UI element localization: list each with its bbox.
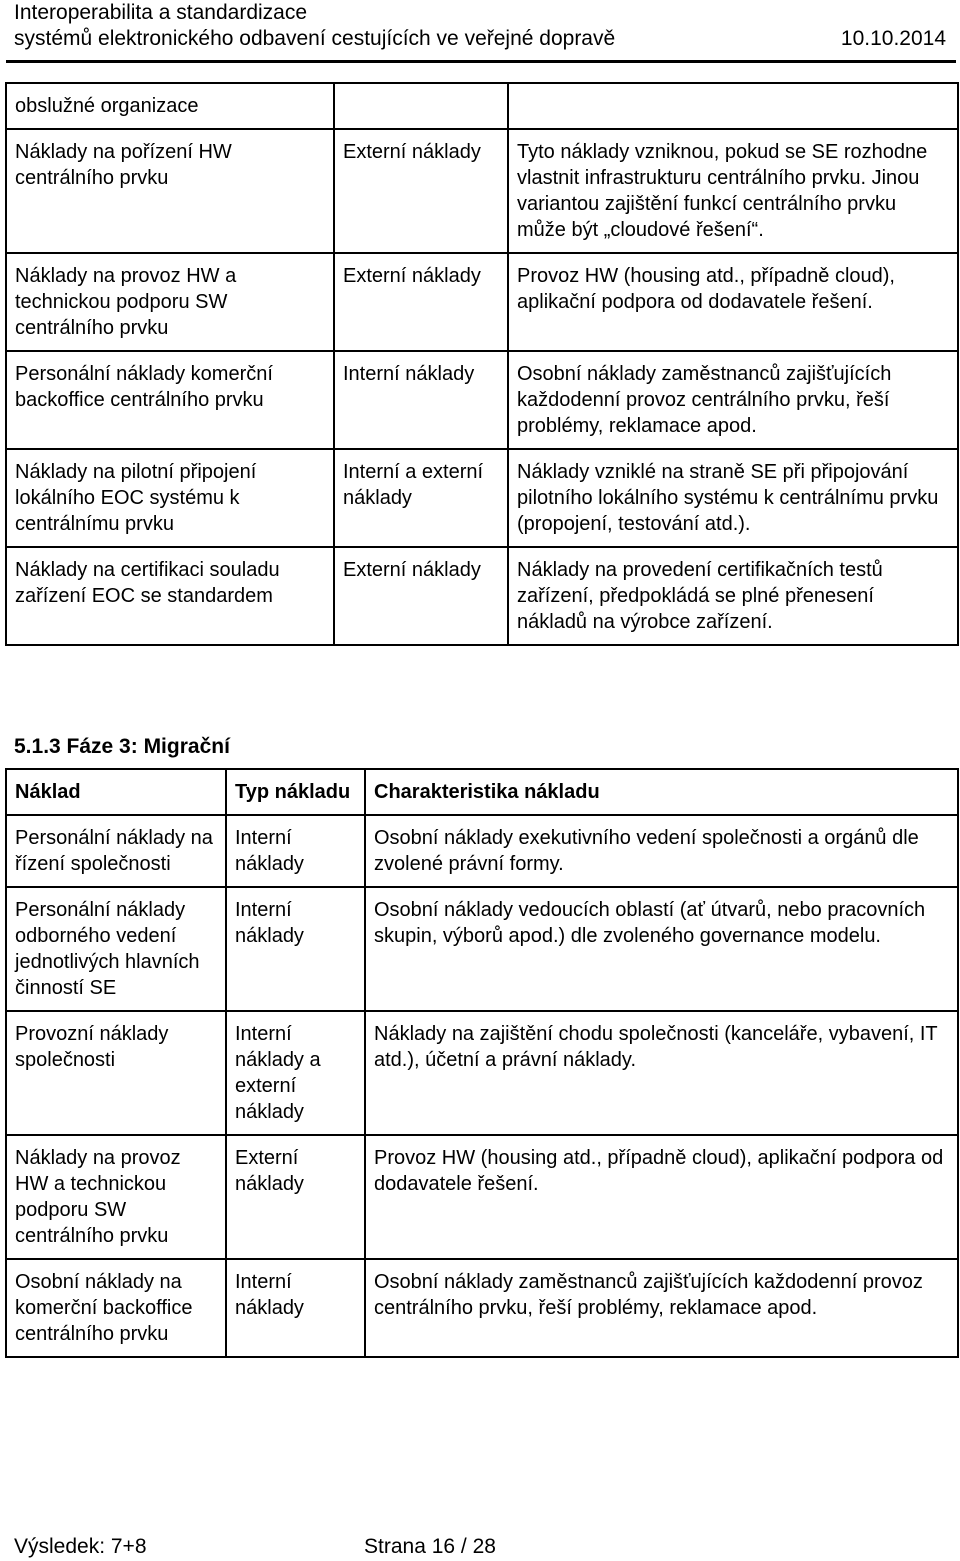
cost-type-cell: Externí náklady [334,253,508,351]
cost-table-phase-2-body [6,83,958,645]
cost-description-cell [508,83,958,129]
cost-description-cell: Náklady na provedení certifikačních testů zařízení, předpokládá se plné přenesení nákladů na výrobce zařízení. [508,547,958,645]
cost-description-cell: Osobní náklady zaměstnanců zajišťujících každodenní provoz centrálního prvku, řeší problémy, reklamace apod. [365,1259,958,1357]
table-row [6,1259,958,1357]
footer-page-number: Strana 16 / 28 [364,1535,496,1558]
cost-type-cell: Interní náklady a externí náklady [226,1011,365,1135]
cost-name-cell: Náklady na certifikaci souladu zařízení EOC se standardem [6,547,334,645]
cost-type-cell: Externí náklady [334,129,508,253]
cost-table-phase-3-header [6,769,958,815]
cost-description-cell: Osobní náklady zaměstnanců zajišťujících každodenní provoz centrálního prvku, řeší problémy, reklamace apod. [508,351,958,449]
cost-type-cell: Interní náklady [226,815,365,887]
cost-name-cell: obslužné organizace [6,83,334,129]
cost-description-cell: Náklady na zajištění chodu společnosti (kanceláře, vybavení, IT atd.), účetní a právní náklady. [365,1011,958,1135]
cost-table-phase-3 [5,768,959,1358]
header-date: 10.10.2014 [840,27,946,50]
header-subtitle: systémů elektronického odbavení cestujících ve veřejné dopravě [14,27,616,50]
table-row [6,83,958,129]
cost-name-cell: Náklady na provoz HW a technickou podporu SW centrálního prvku [6,253,334,351]
cost-type-cell: Interní náklady [334,351,508,449]
table-row [6,887,958,1011]
cost-name-cell: Personální náklady odborného vedení jednotlivých hlavních činností SE [6,887,226,1011]
table-row [6,815,958,887]
table-row [6,1135,958,1259]
cost-name-cell: Personální náklady na řízení společnosti [6,815,226,887]
header-title: Interoperabilita a standardizace [14,1,308,24]
cost-description-cell: Provoz HW (housing atd., případně cloud), aplikační podpora od dodavatele řešení. [365,1135,958,1259]
cost-description-cell: Tyto náklady vzniknou, pokud se SE rozhodne vlastnit infrastrukturu centrálního prvku. Jinou variantou zajištění funkcí centrálního prvku může být „cloudové řešení“. [508,129,958,253]
cost-name-cell: Osobní náklady na komerční backoffice centrálního prvku [6,1259,226,1357]
table-row [6,351,958,449]
page-header [14,0,946,52]
cost-table-phase-3-body [6,815,958,1357]
column-header-cost: Náklad [6,769,226,815]
cost-name-cell: Provozní náklady společnosti [6,1011,226,1135]
cost-type-cell: Externí náklady [226,1135,365,1259]
table-row [6,129,958,253]
cost-type-cell: Interní náklady [226,887,365,1011]
table-row [6,547,958,645]
cost-description-cell: Osobní náklady vedoucích oblastí (ať útvarů, nebo pracovních skupin, výborů apod.) dle zvoleného governance modelu. [365,887,958,1011]
table-header-row [6,769,958,815]
cost-description-cell: Provoz HW (housing atd., případně cloud), aplikační podpora od dodavatele řešení. [508,253,958,351]
cost-name-cell: Náklady na pilotní připojení lokálního EOC systému k centrálnímu prvku [6,449,334,547]
cost-type-cell: Interní náklady [226,1259,365,1357]
section-heading: 5.1.3 Fáze 3: Migrační [14,735,230,758]
cost-description-cell: Osobní náklady exekutivního vedení společnosti a orgánů dle zvolené právní formy. [365,815,958,887]
column-header-description: Charakteristika nákladu [365,769,958,815]
cost-type-cell [334,83,508,129]
cost-name-cell: Náklady na pořízení HW centrálního prvku [6,129,334,253]
header-divider [6,60,956,63]
cost-name-cell: Náklady na provoz HW a technickou podporu SW centrálního prvku [6,1135,226,1259]
table-row [6,1011,958,1135]
table-row [6,253,958,351]
cost-table-phase-2 [5,82,959,646]
cost-description-cell: Náklady vzniklé na straně SE při připojování pilotního lokálního systému k centrálnímu prvku (propojení, testování atd.). [508,449,958,547]
cost-name-cell: Personální náklady komerční backoffice centrálního prvku [6,351,334,449]
cost-type-cell: Externí náklady [334,547,508,645]
cost-type-cell: Interní a externí náklady [334,449,508,547]
footer-result: Výsledek: 7+8 [14,1535,147,1558]
column-header-type: Typ nákladu [226,769,365,815]
table-row [6,449,958,547]
